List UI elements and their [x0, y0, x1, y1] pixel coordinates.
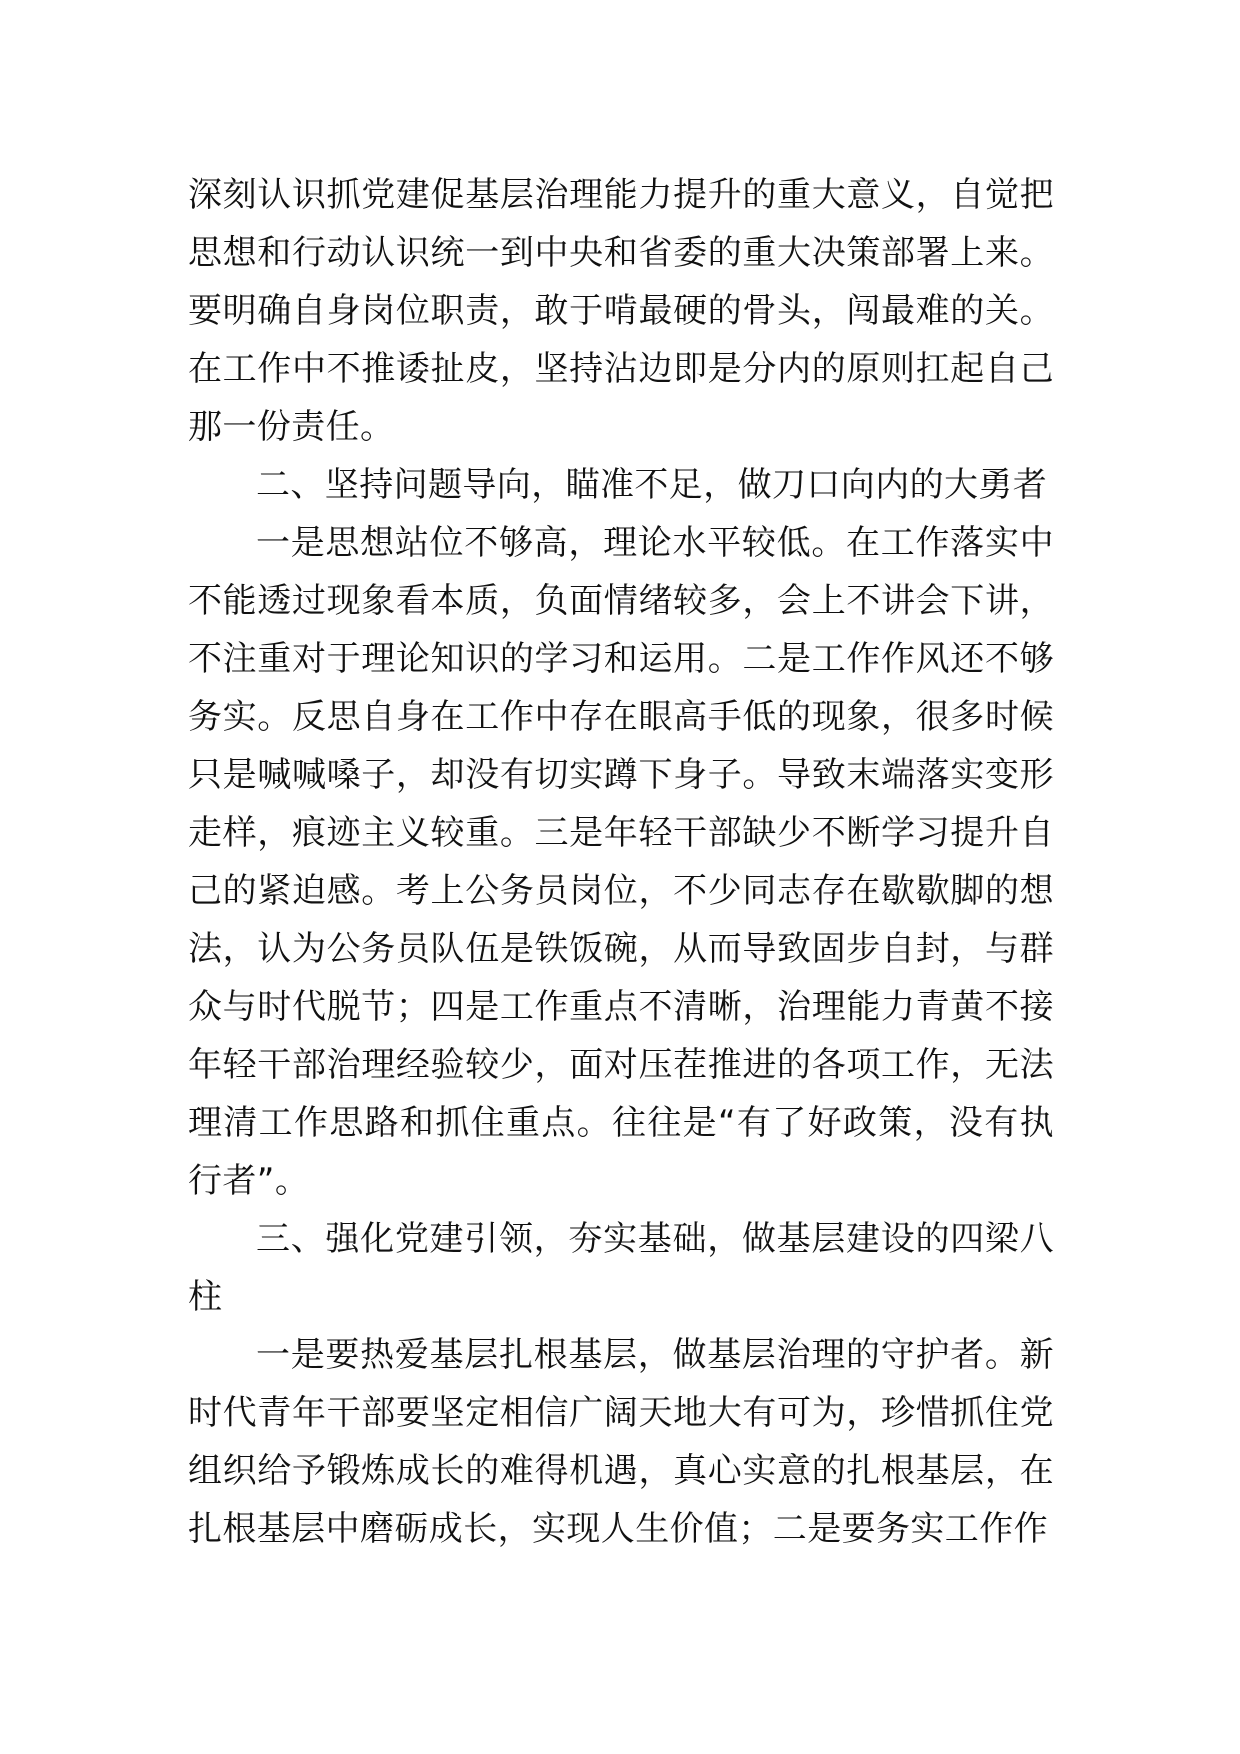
section-heading-problem-orientation: 二、坚持问题导向，瞄准不足，做刀口向内的大勇者 — [256, 465, 1048, 505]
document-body — [188, 166, 1054, 1558]
paragraph-grassroots: 一是要热爱基层扎根基层，做基层治理的守护者。新时代青年干部要坚定相信广阔天地大有可为，珍惜抓住党组织给予锻炼成长的难得机遇，真心实意的扎根基层，在扎根基层中磨砺成长，实现人生价值；二是要务实工作作 — [188, 1335, 1054, 1549]
paragraph-shortcomings: 一是思想站位不够高，理论水平较低。在工作落实中不能透过现象看本质，负面情绪较多，会上不讲会下讲，不注重对于理论知识的学习和运用。二是工作作风还不够务实。反思自身在工作中存在眼高手低的现象，很多时候只是喊喊嗓子，却没有切实蹲下身子。导致末端落实变形走样，痕迹主义较重。三是年轻干部缺少不断学习提升自己的紧迫感。考上公务员岗位，不少同志存在歇歇脚的想法，认为公务员队伍是铁饭碗，从而导致固步自封，与群众与时代脱节；四是工作重点不清晰，治理能力青黄不接年轻干部治理经验较少，面对压茬推进的各项工作，无法理清工作思路和抓住重点。往往是“有了好政策，没有执行者”。 — [188, 523, 1054, 1201]
section-heading-party-building: 三、强化党建引领，夯实基础，做基层建设的四梁八柱 — [188, 1219, 1054, 1317]
paragraph-responsibility: 深刻认识抓党建促基层治理能力提升的重大意义，自觉把思想和行动认识统一到中央和省委的重大决策部署上来。要明确自身岗位职责，敢于啃最硬的骨头，闯最难的关。在工作中不推诿扯皮，坚持沾边即是分内的原则扛起自己那一份责任。 — [188, 175, 1054, 447]
